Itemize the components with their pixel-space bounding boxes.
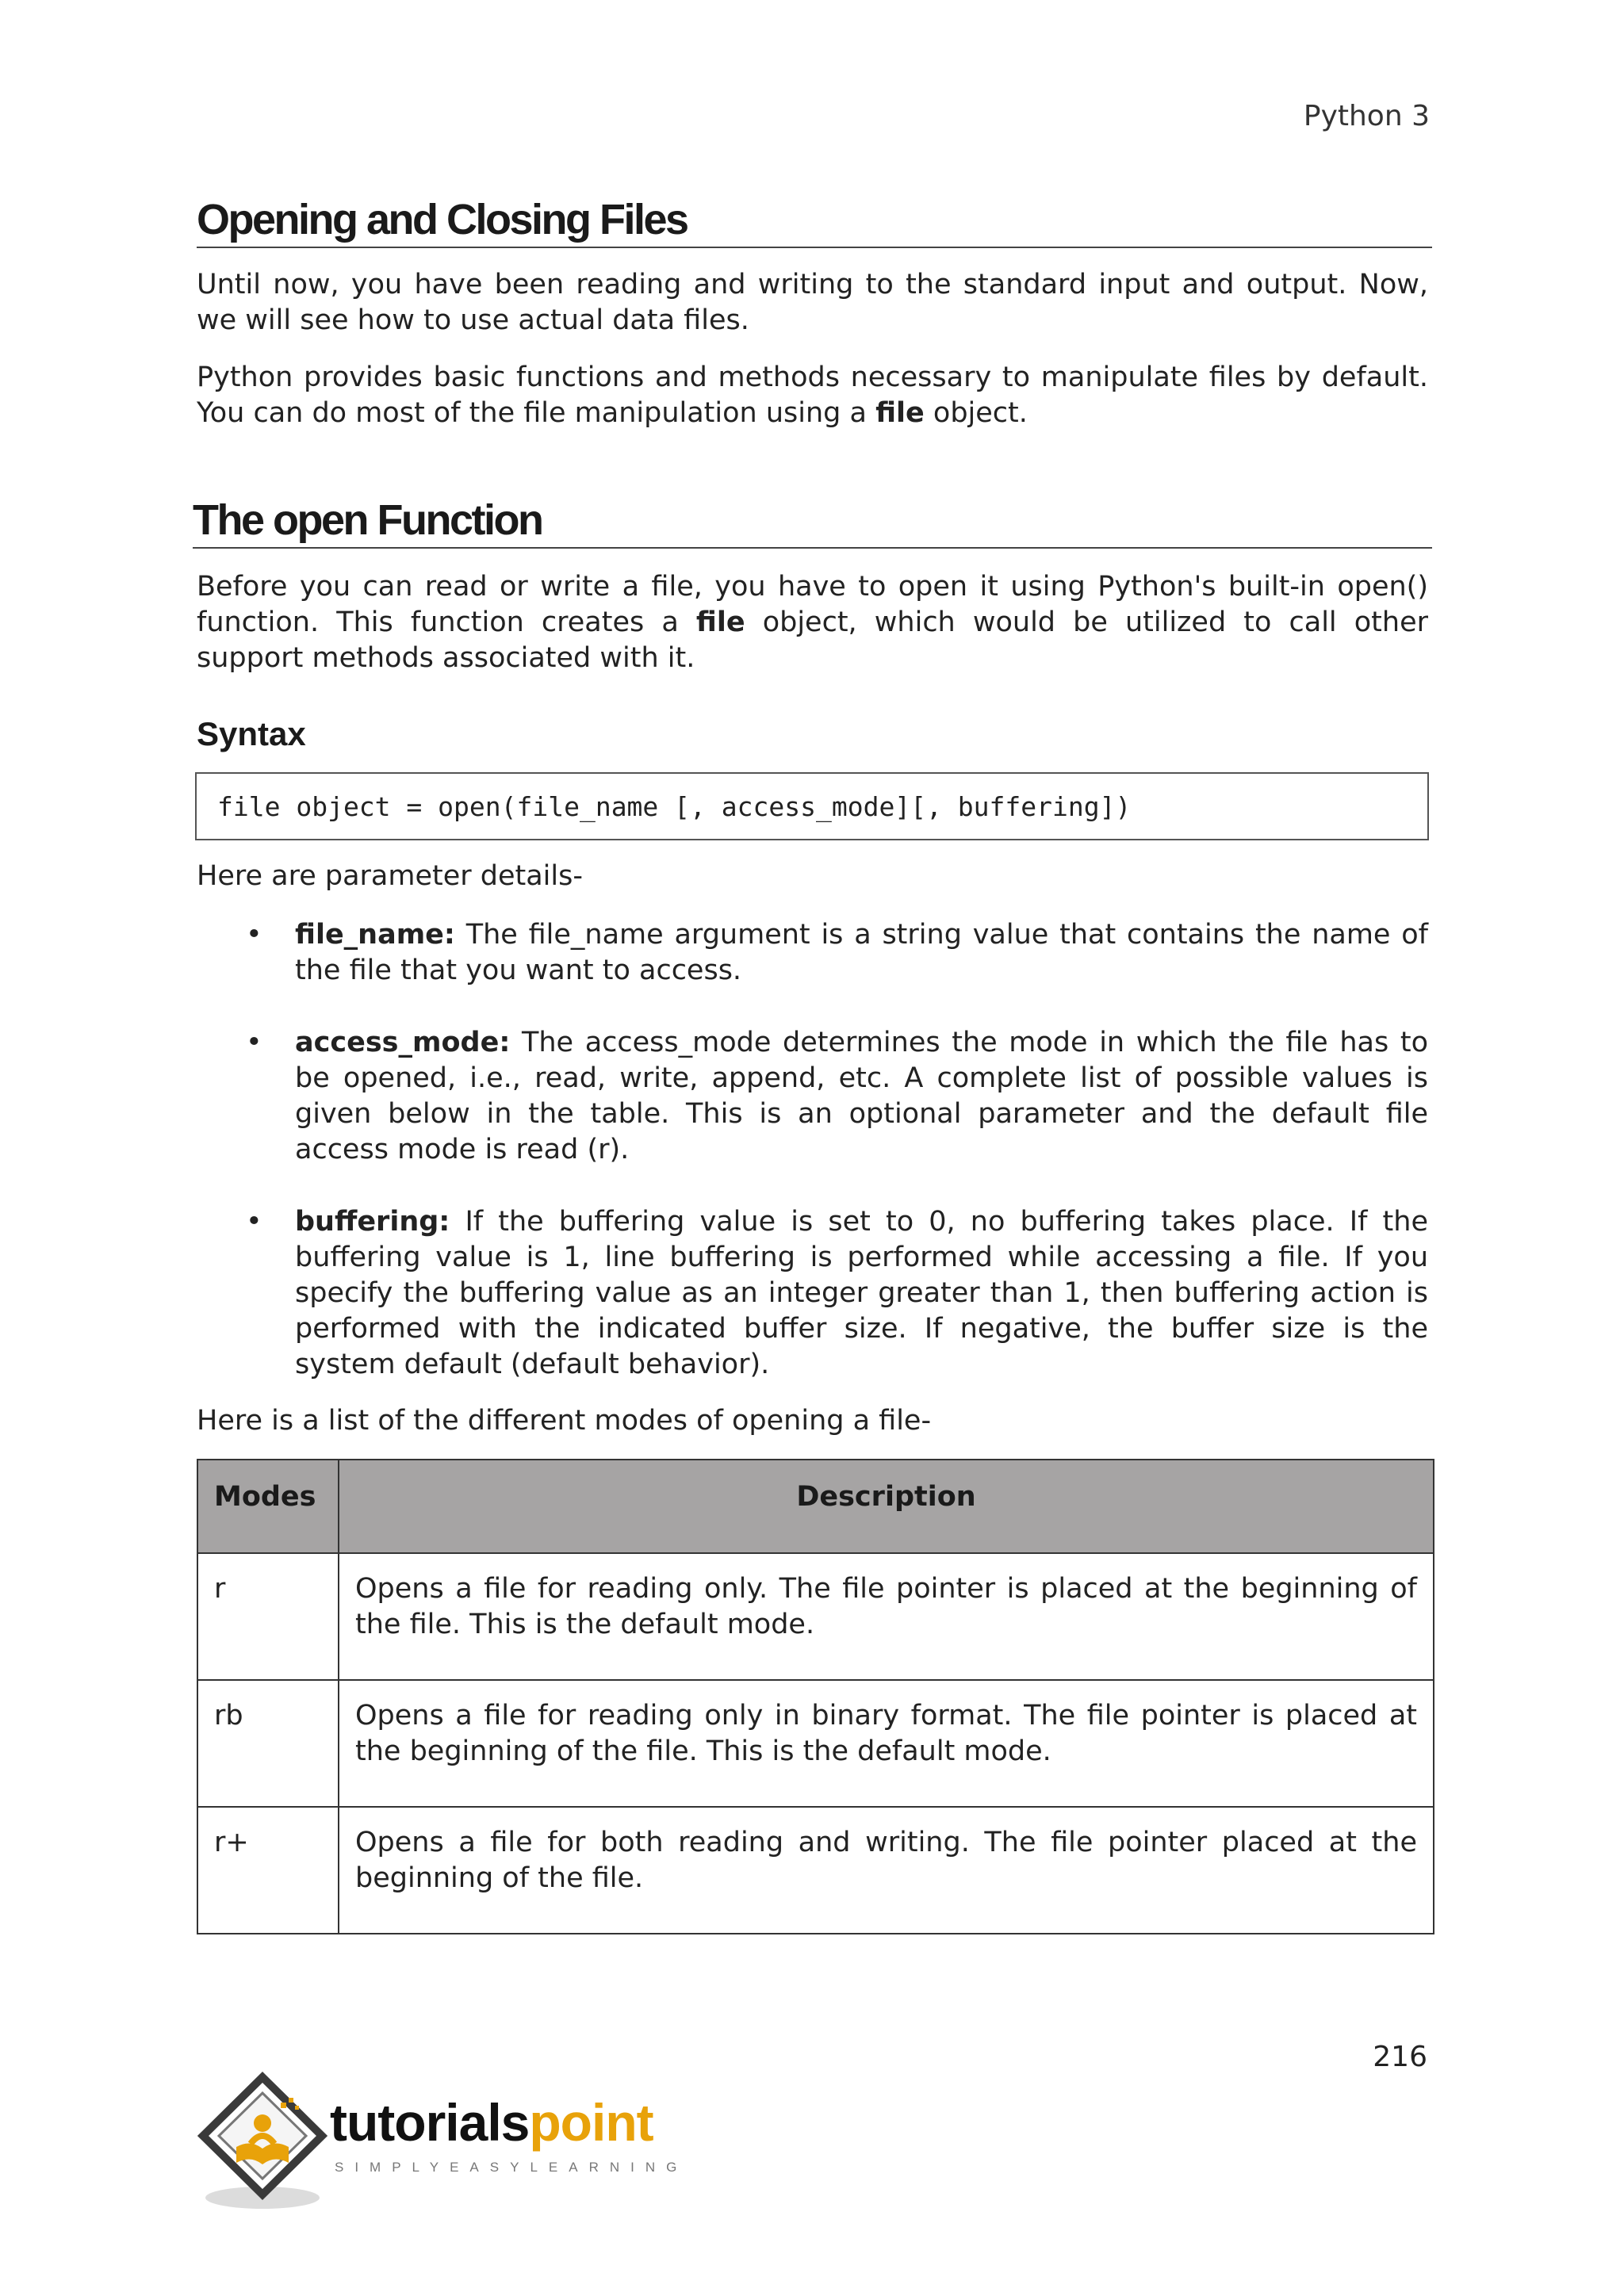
text-run: Python provides basic functions and methods necessary to manipulate files by default. You can do most of the file manipulation using a bbox=[197, 362, 1428, 429]
mode-cell: r+ bbox=[197, 1807, 339, 1934]
column-header-modes: Modes bbox=[197, 1460, 339, 1553]
list-item-file-name bbox=[197, 917, 1428, 989]
bold-term-file: file bbox=[875, 397, 925, 429]
logo-diamond-icon bbox=[195, 2071, 330, 2214]
running-header: Python 3 bbox=[1303, 100, 1430, 132]
logo-text-accent: point bbox=[529, 2093, 653, 2152]
description-cell: Opens a file for reading only. The file pointer is placed at the beginning of the file. This is the default mode. bbox=[339, 1553, 1434, 1680]
mode-cell: rb bbox=[197, 1680, 339, 1807]
bullet-icon: • bbox=[246, 919, 262, 951]
paragraph-file-object bbox=[197, 360, 1428, 431]
paragraph-open-function bbox=[197, 569, 1428, 676]
list-item-buffering bbox=[197, 1204, 1428, 1383]
bullet-icon: • bbox=[246, 1206, 262, 1238]
syntax-heading: Syntax bbox=[197, 715, 306, 752]
table-header-row bbox=[197, 1460, 1434, 1553]
table-row bbox=[197, 1680, 1434, 1807]
description-cell: Opens a file for both reading and writing. The file pointer placed at the beginning of the file. bbox=[339, 1807, 1434, 1934]
list-item-access-mode bbox=[197, 1025, 1428, 1168]
parameter-intro: Here are parameter details- bbox=[197, 860, 583, 892]
text-run: object. bbox=[924, 397, 1028, 429]
column-header-description: Description bbox=[339, 1460, 1434, 1553]
param-label: buffering: bbox=[295, 1206, 450, 1238]
param-text: The file_name argument is a string value that contains the name of the file that you want to access. bbox=[295, 919, 1428, 986]
param-text: If the buffering value is set to 0, no buffering takes place. If the buffering value is 1, line buffering is performed while accessing a file. If you specify the buffering value as an integer greater than 1, then buffering action is performed with the indicated buffer size. If negative, the buffer size is the system default (default behavior). bbox=[295, 1206, 1428, 1380]
param-label: access_mode: bbox=[295, 1027, 511, 1058]
syntax-code-block: file object = open(file_name [, access_mode][, buffering]) bbox=[195, 772, 1429, 840]
tutorialspoint-logo bbox=[195, 2071, 688, 2214]
logo-tagline: SIMPLYEASYLEARNING bbox=[335, 2160, 688, 2175]
bold-term-file: file bbox=[695, 607, 745, 638]
parameter-list bbox=[197, 917, 1428, 1419]
modes-intro: Here is a list of the different modes of opening a file- bbox=[197, 1405, 932, 1437]
text-run: object, which would be utilized to call other support methods associated with it. bbox=[197, 607, 1428, 674]
table-row bbox=[197, 1553, 1434, 1680]
table-row bbox=[197, 1807, 1434, 1934]
section-heading-opening-closing: Opening and Closing Files bbox=[197, 197, 1432, 248]
text-run: Before you can read or write a file, you have to open it using Python's built-in open() function. This function creates a bbox=[197, 571, 1428, 638]
file-modes-table bbox=[197, 1459, 1434, 1934]
param-label: file_name: bbox=[295, 919, 455, 951]
page-number: 216 bbox=[1373, 2041, 1427, 2073]
mode-cell: r bbox=[197, 1553, 339, 1680]
logo-wordmark bbox=[330, 2093, 653, 2152]
logo-text-main: tutorials bbox=[330, 2093, 530, 2152]
description-cell: Opens a file for reading only in binary format. The file pointer is placed at the beginning of the file. This is the default mode. bbox=[339, 1680, 1434, 1807]
section-heading-open-function: The open Function bbox=[193, 497, 1432, 549]
paragraph-intro: Until now, you have been reading and writing to the standard input and output. Now, we will see how to use actual data files. bbox=[197, 269, 1428, 336]
param-text: The access_mode determines the mode in which the file has to be opened, i.e., read, write, append, etc. A complete list of possible values is given below in the table. This is an optional parameter and the default file access mode is read (r). bbox=[295, 1027, 1428, 1165]
bullet-icon: • bbox=[246, 1027, 262, 1058]
